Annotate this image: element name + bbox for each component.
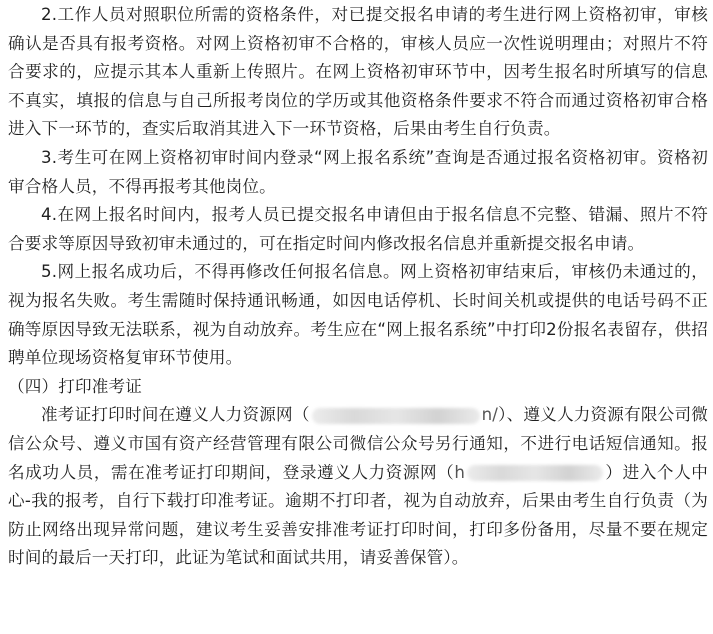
paragraph-item-2: 2.工作人员对照职位所需的资格条件，对已提交报名申请的考生进行网上资格初审，审核确认是否具有报考资格。对网上资格初审不合格的，审核人员应一次性说明理由；对照片不符合要求的，应提示其本人重新上传照片。在网上资格初审环节中，因考生报名时所填写的信息不真实，填报的信息与自己所报考岗位的学历或其他资格条件要求不符合而通过资格初审合格进入下一环节的，查实后取消其进入下一环节资格，后果由考生自行负责。: [8, 5, 708, 139]
paragraph-item-4: 4.在网上报名时间内，报考人员已提交报名申请但由于报名信息不完整、错漏、照片不符合要求等原因导致初审未通过的，可在指定时间内修改报名信息并重新提交报名申请。: [8, 205, 708, 253]
document-body: [8, 1, 708, 573]
redacted-url-2: [467, 465, 603, 481]
admission-text-part1: 准考证打印时间在遵义人力资源网（: [41, 405, 310, 425]
section-heading-print-admission-ticket: （四）打印准考证: [8, 376, 142, 396]
redacted-url-1-tail: n/: [481, 405, 499, 425]
admission-text-part2: ）、遵义人力资源有限公司微信公众号、遵义市国有资产经营管理有限公司微信公众号另行通知，不进行电话短信通知。报名成功人员，需在准考证打印期间，登录遵义人力资源网（: [8, 405, 708, 482]
admission-text-part3: ）进入个人中心-我的报考，自行下载打印准考证。逾期不打印者，视为自动放弃，后果由考生自行负责（为防止网络出现异常问题，建议考生妥善安排准考证打印时间，打印多份备用，尽量不要在规定时间的最后一天打印，此证为笔试和面试共用，请妥善保管）。: [8, 462, 708, 568]
paragraph-admission-ticket: [8, 401, 708, 573]
redacted-url-2-head: h: [454, 462, 465, 482]
paragraph-item-5: 5.网上报名成功后，不得再修改任何报名信息。网上资格初审结束后，审核仍未通过的，视为报名失败。考生需随时保持通讯畅通，如因电话停机、长时间关机或提供的电话号码不正确等原因导致无法联系，视为自动放弃。考生应在“网上报名系统”中打印2份报名表留存，供招聘单位现场资格复审环节使用。: [8, 262, 708, 368]
redacted-url-1: [312, 408, 480, 424]
paragraph-item-3: 3.考生可在网上资格初审时间内登录“网上报名系统”查询是否通过报名资格初审。资格初审合格人员，不得再报考其他岗位。: [8, 147, 708, 196]
